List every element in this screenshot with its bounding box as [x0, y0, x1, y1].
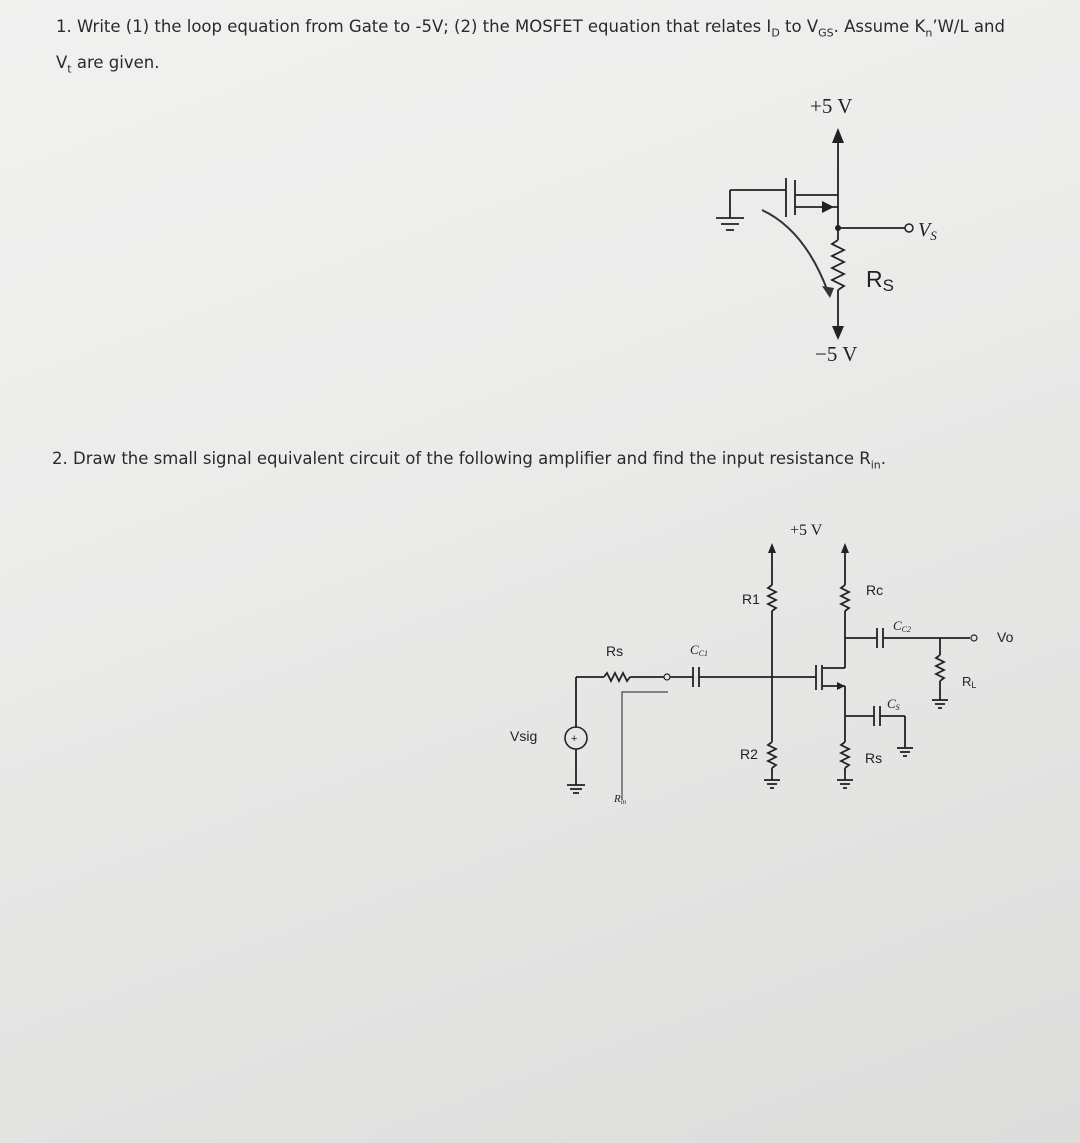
q1-text-b: to V — [779, 17, 819, 36]
q1-vgs-sub: GS — [818, 26, 834, 40]
rin-arrow — [622, 692, 668, 800]
rs-label: RS — [866, 266, 894, 295]
mosfet-arrow — [837, 682, 845, 690]
q1-vt-sub: t — [67, 62, 72, 76]
r1-resistor — [768, 585, 776, 611]
rs-in-resistor — [604, 673, 630, 681]
cc2-label: CC2 — [893, 618, 912, 634]
vsig-ground — [567, 785, 585, 793]
rl-resistor — [936, 655, 944, 681]
rs-in-label: Rs — [606, 643, 624, 659]
q1-id-sub: D — [771, 26, 780, 40]
q1-kn-sub: n — [925, 26, 933, 40]
rc-resistor — [841, 585, 849, 611]
supply-bottom-label: −5 V — [815, 342, 858, 366]
rl-label: RL — [962, 674, 977, 690]
vo-label: Vo — [997, 629, 1014, 645]
rs-source-label: Rs — [865, 750, 883, 766]
rin-label: Rin — [614, 793, 627, 806]
rc-label: Rc — [866, 582, 884, 598]
supply-top-label: +5 V — [810, 94, 853, 118]
rs-source-resistor — [841, 742, 849, 768]
vo-terminal — [971, 635, 977, 641]
q1-text-e: are given. — [71, 53, 160, 73]
supply-5v-label: +5 V — [790, 522, 823, 539]
vsig-plus: + — [571, 733, 578, 745]
r2-ground — [764, 780, 780, 788]
q1-text-d: ’W/L and V — [56, 17, 1005, 73]
vs-label: $V_S$ — [918, 219, 937, 243]
q2-rin-sub: in — [870, 458, 881, 472]
vsig-label: Vsig — [510, 728, 538, 744]
cs-ground — [897, 748, 913, 756]
rs-source-ground — [837, 780, 853, 788]
r1-supply-arrow — [768, 543, 776, 553]
r2-resistor — [768, 742, 776, 768]
r1-label: R1 — [742, 591, 760, 607]
q2-text-b: . — [880, 449, 887, 468]
cc1-label: CC1 — [690, 642, 709, 658]
r2-label: R2 — [740, 746, 758, 762]
q1-text: 1. Write (1) the loop equation from Gate to -5V; (2) the MOSFET equation that relates I — [56, 17, 772, 36]
cs-label: CS — [887, 696, 900, 712]
rc-supply-arrow — [841, 543, 849, 553]
rl-ground — [932, 700, 948, 708]
rin-node — [664, 674, 670, 680]
q2-text: 2. Draw the small signal equivalent circuit of the following amplifier and find the input resistance R — [52, 449, 871, 468]
q1-text-c: . Assume K — [833, 17, 926, 36]
